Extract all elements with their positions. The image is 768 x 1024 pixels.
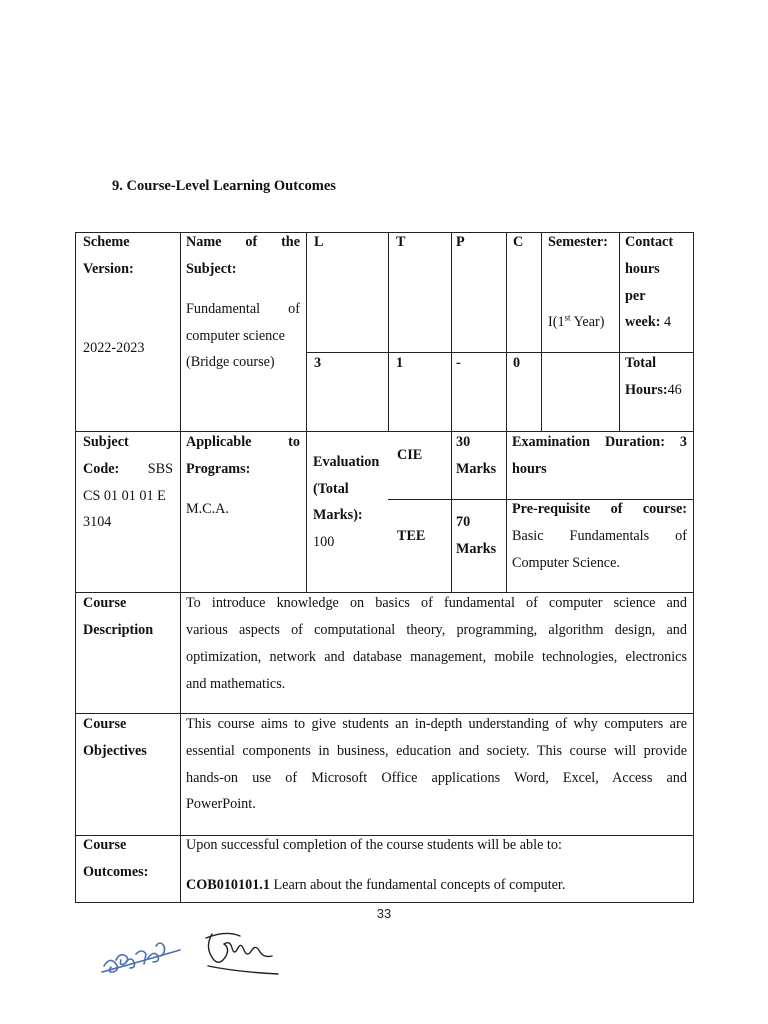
semester-label: Semester: xyxy=(548,234,608,250)
prerequisite-2: Computer Science. xyxy=(512,555,620,571)
objectives-label-2: Objectives xyxy=(83,743,147,759)
cie-marks-2: Marks xyxy=(456,461,497,477)
programs-value: M.C.A. xyxy=(186,501,229,517)
ltpc-t-value: 1 xyxy=(396,355,404,371)
total-hours: Hours:46 xyxy=(625,382,682,398)
tee-marks-2: Marks xyxy=(456,541,497,557)
ltpc-p: P xyxy=(456,234,465,250)
contact-label-1: Contact xyxy=(625,234,674,250)
signature-1 xyxy=(98,936,188,986)
evaluation-label-3: Marks): xyxy=(313,507,363,523)
tee-label: TEE xyxy=(397,528,426,544)
total-hours-label: Total xyxy=(625,355,657,371)
evaluation-total: 100 xyxy=(313,534,335,550)
objectives-line: PowerPoint. xyxy=(186,796,256,812)
subject-name-label-2: Subject: xyxy=(186,261,237,277)
cie-label: CIE xyxy=(397,447,423,463)
contact-label-2: hours xyxy=(625,261,660,277)
page-number: 33 xyxy=(376,906,392,921)
evaluation-label: Evaluation xyxy=(313,454,380,470)
outcome-item: COB010101.1 Learn about the fundamental concepts of computer. xyxy=(186,877,566,893)
description-label-2: Description xyxy=(83,622,154,638)
ltpc-c: C xyxy=(513,234,524,250)
ltpc-l: L xyxy=(314,234,324,250)
section-heading: 9. Course-Level Learning Outcomes xyxy=(112,178,336,194)
ltpc-c-value: 0 xyxy=(513,355,521,371)
contact-hours: week: 4 xyxy=(625,314,672,330)
cie-marks: 30 xyxy=(456,434,471,450)
programs-label: Applicable to xyxy=(186,434,300,450)
ltpc-p-value: - xyxy=(456,355,461,371)
programs-label-2: Programs: xyxy=(186,461,251,477)
subject-name-1: Fundamental of xyxy=(186,301,300,317)
description-label: Course xyxy=(83,595,127,611)
contact-label-3: per xyxy=(625,288,646,304)
semester-value: I(1st Year) xyxy=(548,312,605,330)
description-line: To introduce knowledge on basics of fundamental of computer science and xyxy=(186,595,687,611)
ltpc-l-value: 3 xyxy=(314,355,322,371)
description-line: optimization, network and database management, mobile technologies, electronics xyxy=(186,649,687,665)
prerequisite-1: Basic Fundamentals of xyxy=(512,528,687,544)
scheme-label-2: Version: xyxy=(83,261,134,277)
subject-name-3: (Bridge course) xyxy=(186,354,275,370)
course-table xyxy=(75,232,694,903)
subject-code-label-2: Code: SBS xyxy=(83,461,173,477)
scheme-label: Scheme xyxy=(83,234,130,250)
signature-2 xyxy=(198,924,293,980)
objectives-line: hands-on use of Microsoft Office applications Word, Excel, Access and xyxy=(186,770,687,786)
description-line: various aspects of computational theory, programming, algorithm design, and xyxy=(186,622,687,638)
ltpc-t: T xyxy=(396,234,406,250)
exam-duration-2: hours xyxy=(512,461,547,477)
outcomes-label-2: Outcomes: xyxy=(83,864,149,880)
objectives-label: Course xyxy=(83,716,127,732)
subject-name-label: Name of the xyxy=(186,234,300,250)
outcomes-intro: Upon successful completion of the course students will be able to: xyxy=(186,837,562,853)
tee-marks: 70 xyxy=(456,514,471,530)
subject-code-1: CS 01 01 01 E xyxy=(83,488,166,504)
scheme-version: 2022-2023 xyxy=(83,340,145,356)
subject-name-2: computer science xyxy=(186,328,285,344)
subject-code-label: Subject xyxy=(83,434,129,450)
description-line: and mathematics. xyxy=(186,676,286,692)
objectives-line: essential components in business, education and society. This course will provide xyxy=(186,743,687,759)
outcomes-label: Course xyxy=(83,837,127,853)
prerequisite-label: Pre-requisite of course: xyxy=(512,501,687,517)
subject-code-2: 3104 xyxy=(83,514,112,530)
evaluation-label-2: (Total xyxy=(313,481,349,497)
objectives-line: This course aims to give students an in-depth understanding of why computers are xyxy=(186,716,687,732)
exam-duration: Examination Duration: 3 xyxy=(512,434,687,450)
